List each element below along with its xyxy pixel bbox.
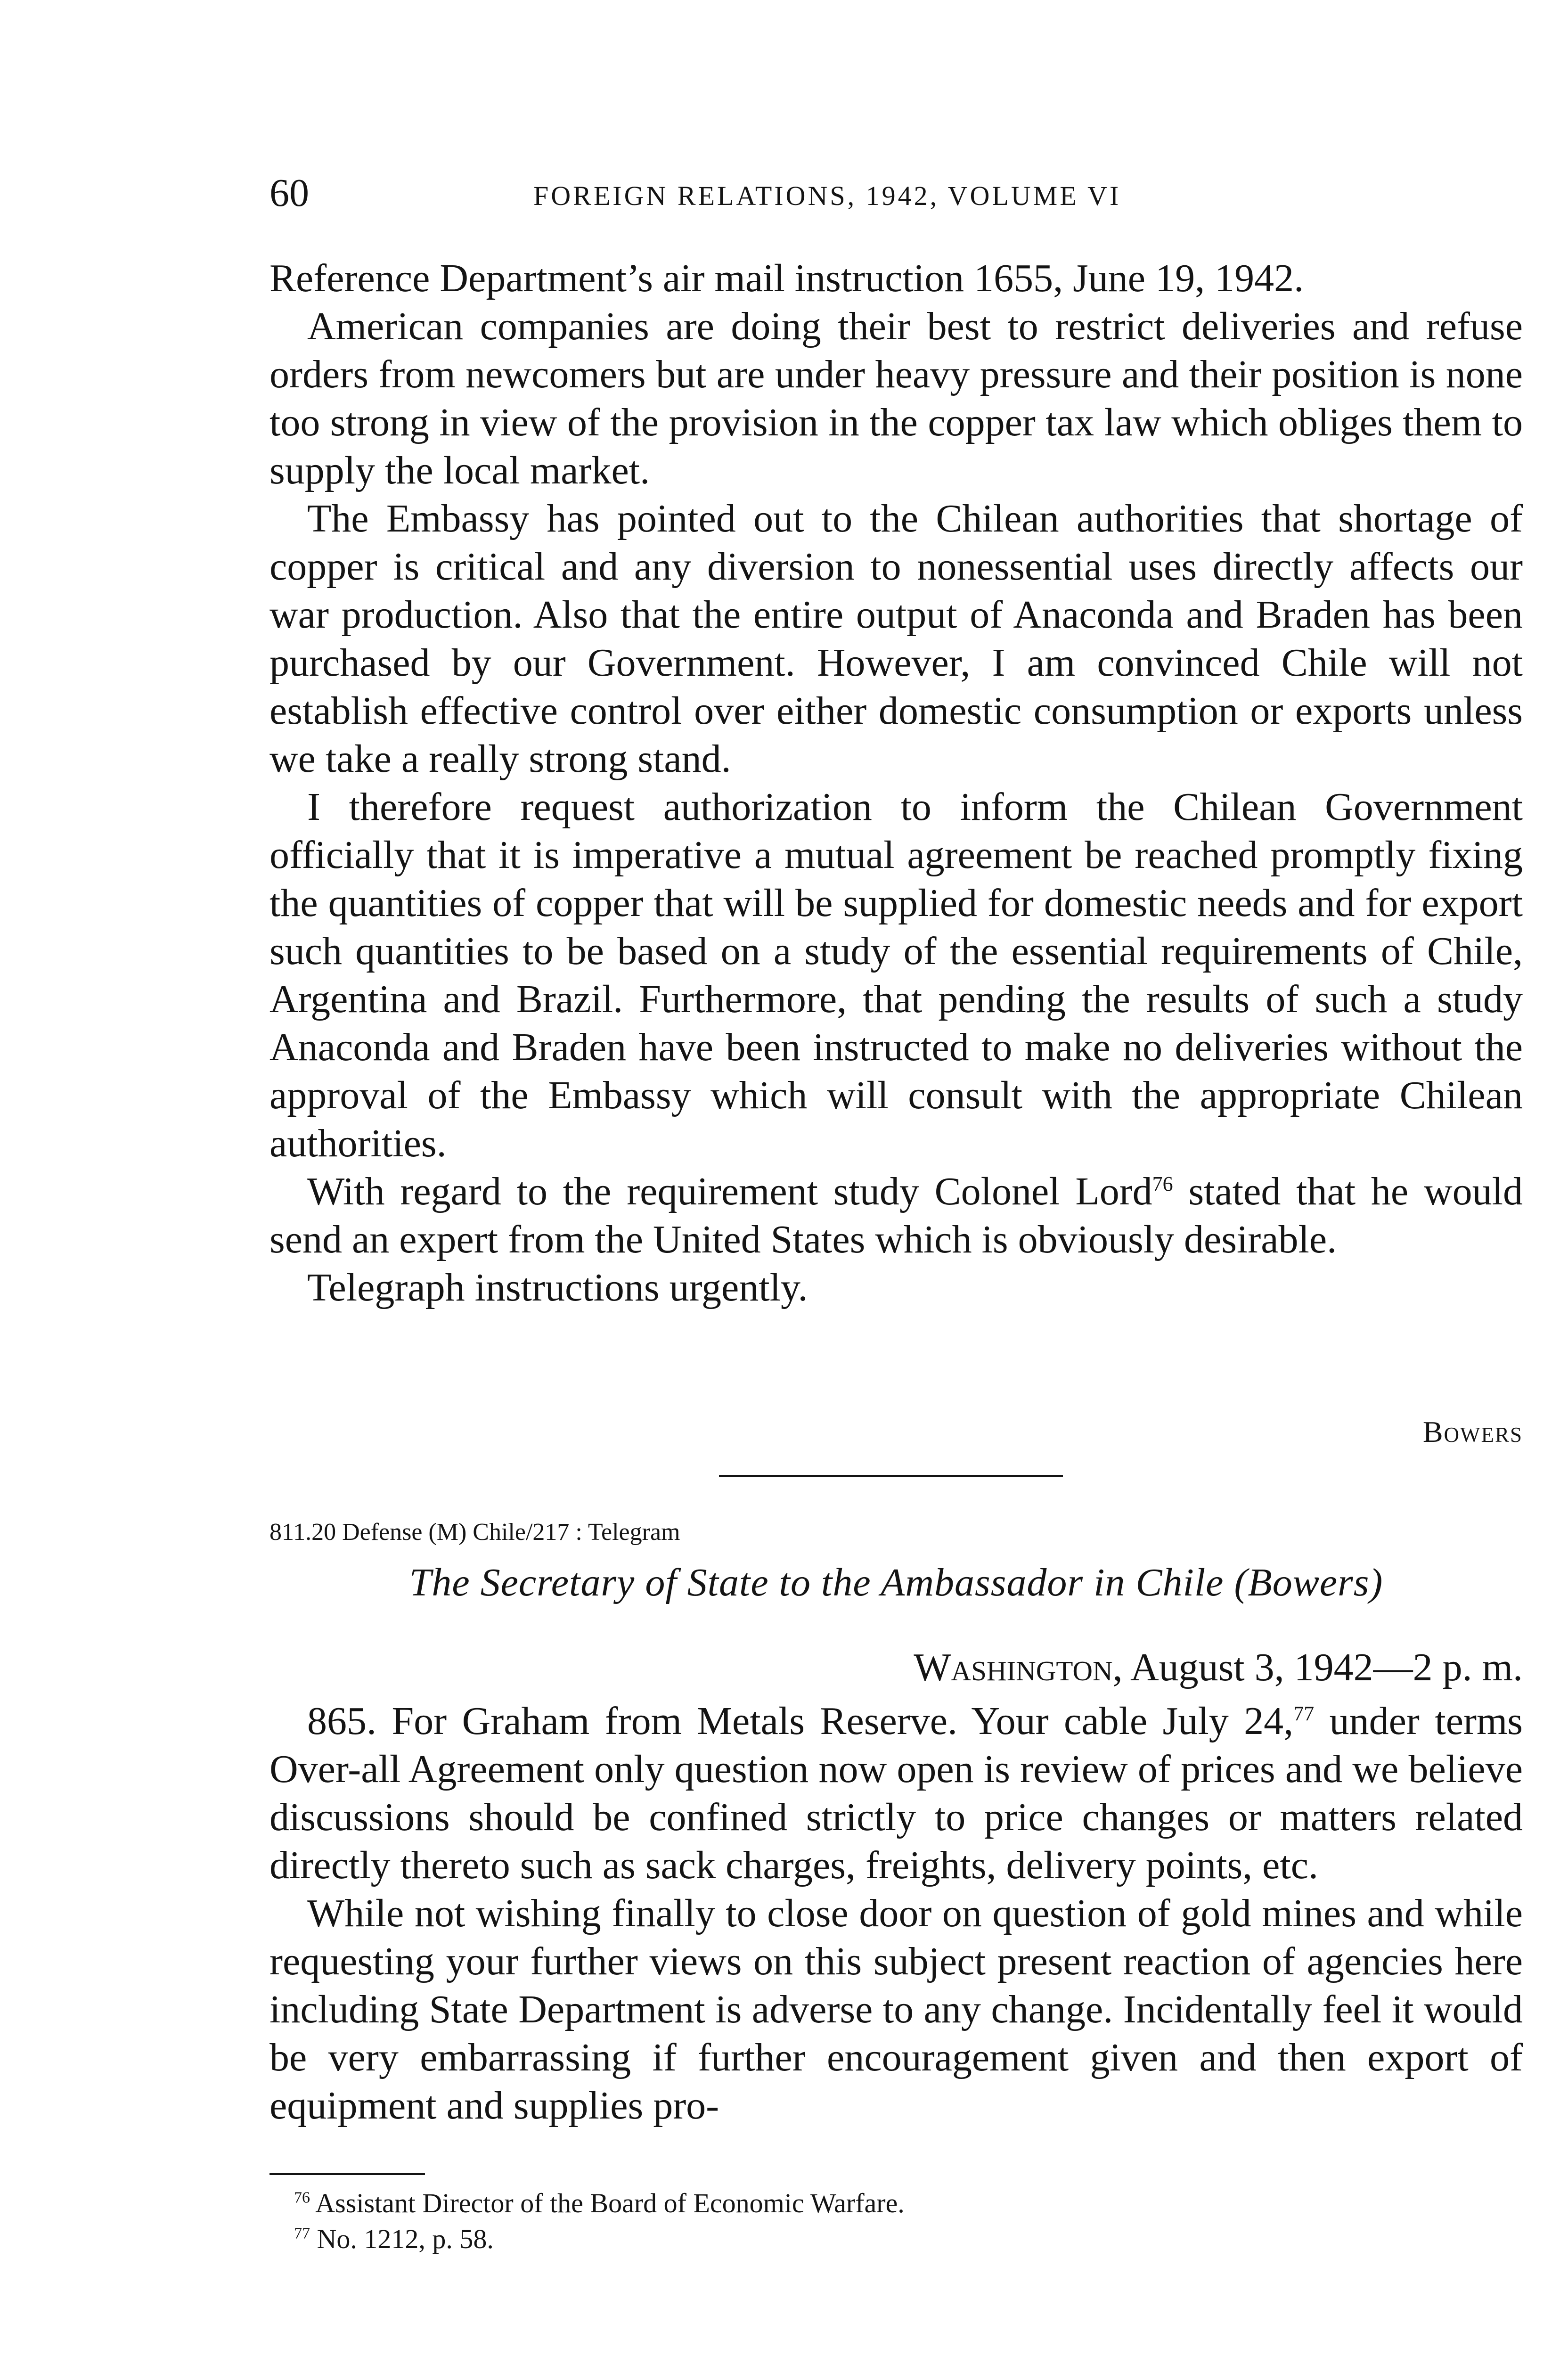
paragraph — [270, 1168, 1523, 1264]
running-head — [270, 170, 1523, 217]
footnote — [270, 2185, 905, 2221]
paragraph: Telegraph instructions urgently. — [307, 1266, 808, 1309]
section-divider — [719, 1475, 1063, 1477]
signature: Bowers — [1422, 1415, 1523, 1448]
telegram-body-1 — [270, 254, 1523, 1312]
footnote-ref: 76 — [1152, 1172, 1173, 1195]
paragraph: I therefore request authorization to inform the Chilean Government officially that it is imperative a mutual agreement be reached promptly fixing the quantities of copper that will be supplied for domestic needs and for export such quantities to be based on a study of the essential requirements of Chile, Argentina and Brazil. Furthermore, that pending the results of such a study Anaconda and Braden have been instructed to make no deliveries without the approval of the Embassy which will consult with the appropriate Chilean authorities. — [270, 785, 1523, 1165]
paragraph-text: With regard to the requirement study Colonel Lord — [307, 1170, 1152, 1213]
footnote-divider — [270, 2173, 425, 2175]
footnotes — [270, 2185, 905, 2257]
running-head-title: FOREIGN RELATIONS, 1942, VOLUME VI — [533, 180, 1121, 211]
page-number: 60 — [270, 171, 309, 215]
dateline-place: Washington — [914, 1645, 1113, 1689]
footnote-number: 76 — [294, 2189, 310, 2207]
footnote-ref: 77 — [1293, 1702, 1315, 1725]
telegram-body-2 — [270, 1697, 1523, 2130]
footnote-text: No. 1212, p. 58. — [310, 2224, 494, 2254]
dateline-date: , August 3, 1942—2 p. m. — [1112, 1645, 1523, 1689]
paragraph: The Embassy has pointed out to the Chilean authorities that shortage of copper is critical and any diversion to nonessential uses directly affects our war production. Also that the entire output of Anaconda and Braden has been purchased by our Government. However, I am convinced Chile will not establish effective control over either domestic consumption or exports unless we take a really strong stand. — [270, 497, 1523, 781]
paragraph: While not wishing finally to close door on question of gold mines and while requesting your further views on this subject present reaction of agencies here including State Department is adverse to any change. Incidentally feel it would be very embarrassing if further encouragement given and then export of equipment and supplies pro- — [270, 1891, 1523, 2127]
paragraph — [270, 1697, 1523, 1890]
document-title: The Secretary of State to the Ambassador in Chile (Bowers) — [409, 1561, 1383, 1604]
footnote — [270, 2221, 905, 2257]
paragraph-text: stated that he would send an expert from the United States which is obviously desirable. — [270, 1170, 1523, 1261]
paragraph-text: under terms Over-all Agreement only question now open is review of prices and we believe discussions should be confined strictly to price changes or matters related directly thereto such as sack charges, freights, delivery points, etc. — [270, 1699, 1523, 1887]
footnote-number: 77 — [294, 2225, 310, 2242]
paragraph-text: 865. For Graham from Metals Reserve. Your cable July 24, — [307, 1699, 1294, 1743]
file-reference: 811.20 Defense (M) Chile/217 : Telegram — [270, 1519, 680, 1546]
paragraph: American companies are doing their best to restrict deliveries and refuse orders from newcomers but are under heavy pressure and their position is none too strong in view of the provision in the copper tax law which obliges them to supply the local market. — [270, 304, 1523, 492]
paragraph: Reference Department’s air mail instruction 1655, June 19, 1942. — [270, 256, 1304, 300]
dateline — [914, 1644, 1523, 1690]
footnote-text: Assistant Director of the Board of Economic Warfare. — [310, 2188, 905, 2218]
